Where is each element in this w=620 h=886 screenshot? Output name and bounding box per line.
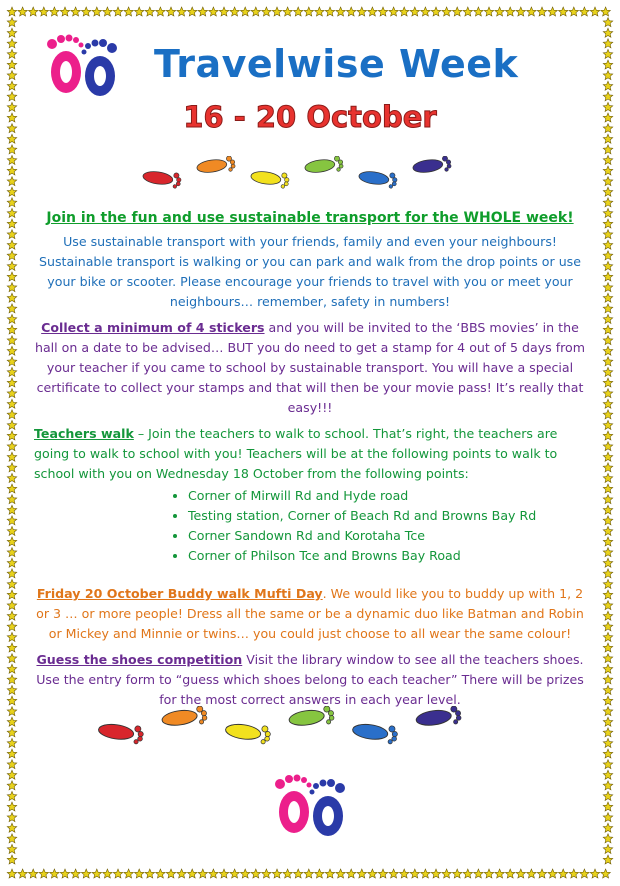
headline: Join in the fun and use sustainable transport for the WHOLE week! [46,210,574,226]
footprints-icon [134,156,474,190]
stickers-lead: Collect a minimum of 4 stickers [41,320,265,335]
stickers-text: and you will be invited to the ‘BBS movies’ in the hall on a date to be advised… BUT you do need to get a stamp for 4 out of 5 days from your teacher if you came to school by sustainable transport. You will have a special certificate to collect your stamps and that will then be your movie pass! It’s really that easy!!! [34,320,586,415]
friday-lead: Friday 20 October Buddy walk Mufti Day [36,586,323,601]
shoes-text: Visit the library window to see all the teachers shoes. Use the entry form to “guess which shoes belong to each teacher” There will be prizes for the most correct answers in each year level. [36,652,584,707]
intro-paragraph: Use sustainable transport with your friends, family and even your neighbours! Sustainable transport is walking or you can park and walk from the drop points or use your bike or scooter. Please encourage your friends to travel with you or meet your neighbours… remember, safety in numbers! [39,234,581,309]
walk-points-list [34,486,586,566]
list-item: • Corner of Philson Tce and Browns Bay Road [188,546,586,566]
list-item: • Corner of Mirwill Rd and Hyde road [188,486,586,506]
feet-logo-icon [40,32,124,98]
friday-text: . We would like you to buddy up with 1, 2 or 3 … or more people! Dress all the same or be a dynamic duo like Batman and Robin or Mickey and Minnie or twins… you could just choose to all wear the same colour! [36,586,584,641]
friday-paragraph [34,584,586,644]
poster-dates: 16 - 20 October [183,100,437,134]
teachers-paragraph [34,424,586,484]
stickers-paragraph [34,318,586,418]
feet-logo-icon [268,772,352,838]
teachers-text: – Join the teachers to walk to school. That’s right, the teachers are going to walk to school with you! Teachers will be at the following points to walk to school with you on Wednesday 18 October from the following points: [34,426,558,481]
poster-title: Travelwise Week [154,42,519,86]
poster [34,30,586,710]
poster-header [34,30,586,200]
shoes-paragraph [34,650,586,710]
list-item: • Testing station, Corner of Beach Rd and Browns Bay Rd [188,506,586,526]
footprints-icon [88,706,488,746]
teachers-lead: Teachers walk [34,426,134,441]
list-item: • Corner Sandown Rd and Korotaha Tce [188,526,586,546]
shoes-lead: Guess the shoes competition [36,652,243,667]
